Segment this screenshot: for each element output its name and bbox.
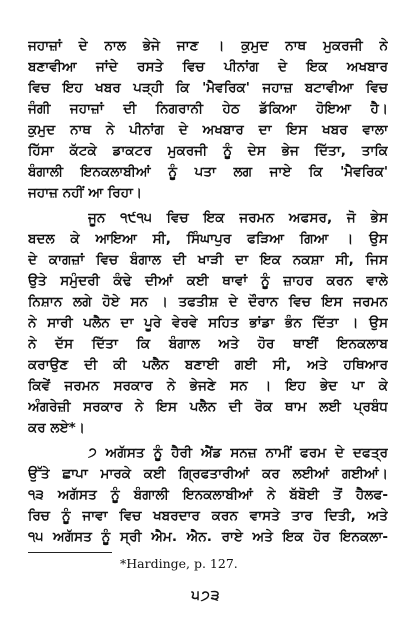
text-line: ਨੇ ਦੱਸ ਦਿੱਤਾ ਕਿ ਬੰਗਾਲ ਅਤੇ ਹੋਰ ਥਾਈਂ ਇਨਕਲਾਬ (28, 336, 388, 352)
text-line: ਜਹਾਜ਼ਾਂ ਦੇ ਨਾਲ ਭੇਜੇ ਜਾਣ । ਕੁਮੁਦ ਨਾਥ ਮੁਕਰਜੀ ਨੇ (28, 38, 388, 54)
text-line: ਨੇ ਸਾਰੀ ਪਲੈਨ ਦਾ ਪੂਰੇ ਵੇਰਵੇ ਸਹਿਤ ਭਾਂਡਾ ਭੰਨ ਦਿੱਤਾ । ਉਸ (28, 315, 388, 331)
footnote-rule (28, 552, 112, 553)
text-line: ਬਣਾਵੀਆ ਜਾਂਦੇ ਰਸਤੇ ਵਿਚ ਪੀਨਾਂਗ ਦੇ ਇਕ ਅਖਬਾਰ (28, 59, 388, 75)
text-line: ੭ ਅਗੱਸਤ ਨੂੰ ਹੈਰੀ ਐਂਡ ਸਨਜ਼ ਨਾਮੀਂ ਫਰਮ ਦੇ ਦਫਤ੍ਰ (88, 445, 388, 461)
text-line: ਦੇ ਕਾਗਜ਼ਾਂ ਵਿਚ ਬੰਗਾਲ ਦੀ ਖਾੜੀ ਦਾ ਇਕ ਨਕਸ਼ਾ ਸੀ, ਜਿਸ (28, 252, 388, 268)
text-line: ਕੁਮੁਦ ਨਾਥ ਨੇ ਪੀਨਾਂਗ ਦੇ ਅਖਬਾਰ ਦਾ ਇਸ ਖਬਰ ਵਾਲਾ (28, 122, 388, 138)
text-line: ਰਿਚ ਨੂੰ ਜਾਵਾ ਵਿਚ ਖਬਰਦਾਰ ਕਰਨ ਵਾਸਤੇ ਤਾਰ ਦਿਤੀ, ਅਤੇ (28, 508, 388, 524)
text-line: ਵਿਚ ਇਹ ਖਬਰ ਪੜ੍ਹੀ ਕਿ 'ਮੈਵਰਿਕ' ਜਹਾਜ਼ ਬਟਾਵੀਆ ਵਿਚ (28, 80, 388, 96)
text-line: ਜਹਾਜ਼ ਨਹੀਂ ਆ ਰਿਹਾ। (28, 185, 143, 201)
text-line: ਬਦਲ ਕੇ ਆਇਆ ਸੀ, ਸਿੰਘਾਪੁਰ ਫੜਿਆ ਗਿਆ । ਉਸ (28, 231, 388, 247)
text-line: ਕਿਵੇਂ ਜਰਮਨ ਸਰਕਾਰ ਨੇ ਭੇਜਣੇ ਸਨ । ਇਹ ਭੇਦ ਪਾ ਕੇ (28, 378, 388, 394)
text-line: ਅੰਗਰੇਜ਼ੀ ਸਰਕਾਰ ਨੇ ਇਸ ਪਲੈਨ ਦੀ ਰੋਕ ਥਾਮ ਲਈ ਪ੍ਰਬੰਧ (28, 399, 388, 415)
footnote: *Hardinge, p. 127. (120, 556, 238, 571)
text-line: ਉੱਤੇ ਛਾਪਾ ਮਾਰਕੇ ਕਈ ਗ੍ਰਿਫਤਾਰੀਆਂ ਕਰ ਲਈਆਂ ਗਈਆਂ। (28, 466, 388, 482)
text-line: ਜੰਗੀ ਜਹਾਜ਼ਾਂ ਦੀ ਨਿਗਰਾਨੀ ਹੇਠ ਡੱਕਿਆ ਹੋਇਆ ਹੈ। (28, 101, 388, 117)
text-line: ਨਿਸ਼ਾਨ ਲਗੇ ਹੋਏ ਸਨ । ਤਫਤੀਸ਼ ਦੇ ਦੌਰਾਨ ਵਿਚ ਇਸ ਜਰਮਨ (28, 294, 388, 310)
page-number: ੫੭੩ (191, 588, 221, 604)
text-line: ਬੰਗਾਲੀ ਇਨਕਲਾਬੀਆਂ ਨੂੰ ਪਤਾ ਲਗ ਜਾਏ ਕਿ 'ਮੈਵਰਿਕ' (28, 164, 388, 180)
text-line: ੧੩ ਅਗੱਸਤ ਨੂੰ ਬੰਗਾਲੀ ਇਨਕਲਾਬੀਆਂ ਨੇ ਬੱਬੋਈ ਤੋਂ ਹੈਲਫ- (28, 487, 388, 503)
text-line: ਜੂਨ ੧੯੧੫ ਵਿਚ ਇਕ ਜਰਮਨ ਅਫਸਰ, ਜੋ ਭੇਸ (88, 210, 388, 226)
text-line: ਕਰ ਲਏ*। (28, 420, 85, 436)
text-line: ੧੫ ਅਗੱਸਤ ਨੂੰ ਸ੍ਰੀ ਐਮ. ਐਨ. ਰਾਏ ਅਤੇ ਇਕ ਹੋਰ ਇਨਕਲਾ- (28, 529, 388, 545)
text-line: ਹਿੱਸਾ ਕੱਟਕੇ ਡਾਕਟਰ ਮੁਕਰਜੀ ਨੂੰ ਦੇਸ ਭੇਜ ਦਿੱਤਾ, ਤਾਕਿ (28, 143, 388, 159)
text-line: ਉਤੇ ਸਮੁੰਦਰੀ ਕੰਢੇ ਦੀਆਂ ਕਈ ਥਾਵਾਂ ਨੂੰ ਜ਼ਾਹਰ ਕਰਨ ਵਾਲੇ (28, 273, 388, 289)
text-line: ਕਰਾਉਣ ਦੀ ਕੀ ਪਲੈਨ ਬਣਾਈ ਗਈ ਸੀ, ਅਤੇ ਹਥਿਆਰ (28, 357, 388, 373)
